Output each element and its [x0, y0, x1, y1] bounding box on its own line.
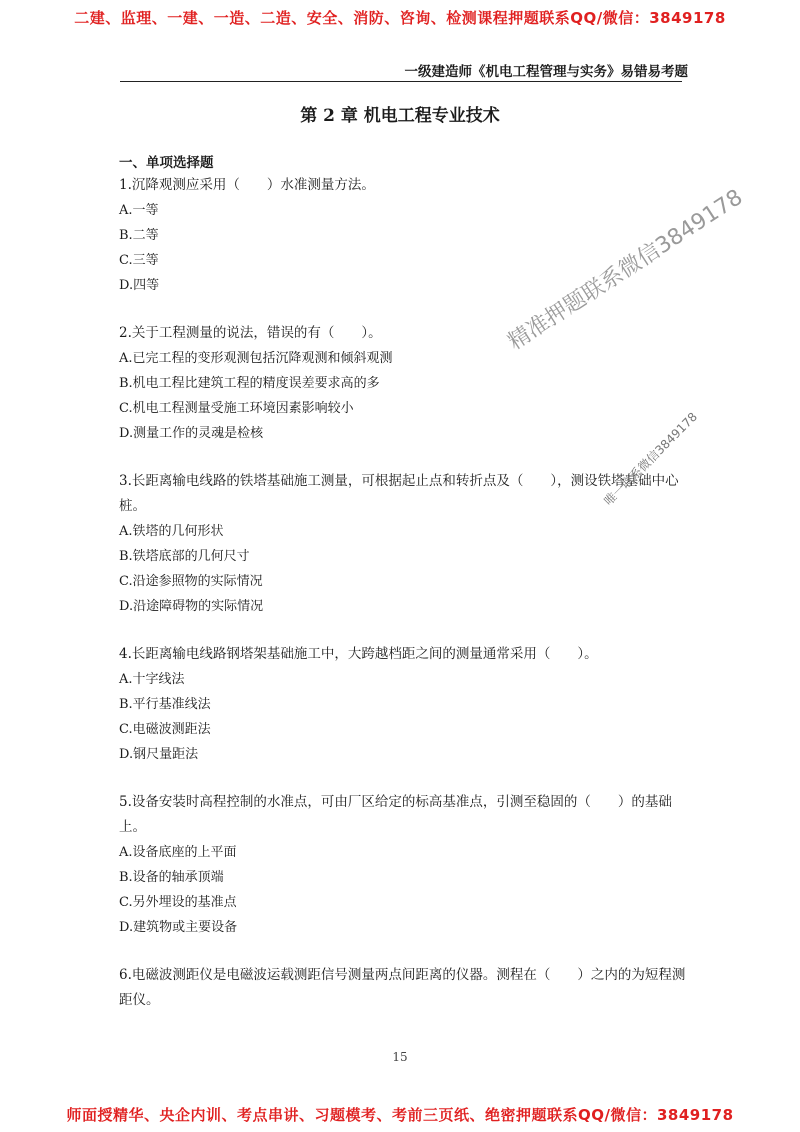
header-rule: [120, 81, 682, 82]
answer-option: A.设备底座的上平面: [119, 845, 237, 860]
question-item: [119, 642, 689, 767]
answer-option: A.一等: [119, 203, 159, 218]
question-stem: 1.沉降观测应采用（ ）水准测量方法。: [119, 177, 375, 193]
question-stem: 6.电磁波测距仪是电磁波运载测距信号测量两点间距离的仪器。测程在（ ）之内的为短程测距仪。: [119, 967, 686, 1008]
chapter-title: 第 2 章 机电工程专业技术: [300, 106, 500, 126]
answer-option: A.十字线法: [119, 672, 185, 687]
section-heading: 一、单项选择题: [119, 155, 214, 171]
question-stem: 3.长距离输电线路的铁塔基础施工测量，可根据起止点和转折点及（ ），测设铁塔基础中心桩。: [119, 473, 679, 514]
question-stem: 2.关于工程测量的说法，错误的有（ ）。: [119, 325, 382, 341]
question-item: [119, 790, 689, 940]
answer-option: A.铁塔的几何形状: [119, 524, 224, 539]
answer-option: C.三等: [119, 253, 159, 268]
answer-option: D.测量工作的灵魂是检核: [119, 426, 264, 441]
answer-option: D.沿途障碍物的实际情况: [119, 599, 264, 614]
answer-option: C.机电工程测量受施工环境因素影响较小: [119, 401, 354, 416]
answer-option: B.平行基准线法: [119, 697, 211, 712]
top-promo-banner: 二建、监理、一建、一造、二造、安全、消防、咨询、检测课程押题联系QQ/微信：3849178: [74, 9, 726, 27]
question-item: [119, 321, 689, 446]
answer-option: D.建筑物或主要设备: [119, 920, 238, 935]
question-item: [119, 963, 689, 1013]
answer-option: D.钢尺量距法: [119, 747, 199, 762]
watermark-large: 精准押题联系微信3849178: [503, 184, 748, 356]
answer-option: B.二等: [119, 228, 159, 243]
answer-option: A.已完工程的变形观测包括沉降观测和倾斜观测: [119, 351, 393, 366]
answer-option: B.机电工程比建筑工程的精度误差要求高的多: [119, 376, 380, 391]
page-number: 15: [392, 1050, 408, 1064]
answer-option: C.另外埋设的基准点: [119, 895, 237, 910]
running-header-title: 一级建造师《机电工程管理与实务》易错易考题: [404, 64, 688, 80]
answer-option: C.电磁波测距法: [119, 722, 211, 737]
question-stem: 4.长距离输电线路钢塔架基础施工中，大跨越档距之间的测量通常采用（ ）。: [119, 646, 598, 662]
answer-option: C.沿途参照物的实际情况: [119, 574, 263, 589]
question-list: [119, 173, 689, 1036]
watermark-small: 唯一联系微信3849178: [601, 409, 701, 509]
bottom-promo-banner: 师面授精华、央企内训、考点串讲、习题模考、考前三页纸、绝密押题联系QQ/微信：3849178: [66, 1106, 734, 1124]
answer-option: D.四等: [119, 278, 160, 293]
question-stem: 5.设备安装时高程控制的水准点，可由厂区给定的标高基准点，引测至稳固的（ ）的基础上。: [119, 794, 672, 835]
answer-option: B.铁塔底部的几何尺寸: [119, 549, 250, 564]
answer-option: B.设备的轴承顶端: [119, 870, 224, 885]
